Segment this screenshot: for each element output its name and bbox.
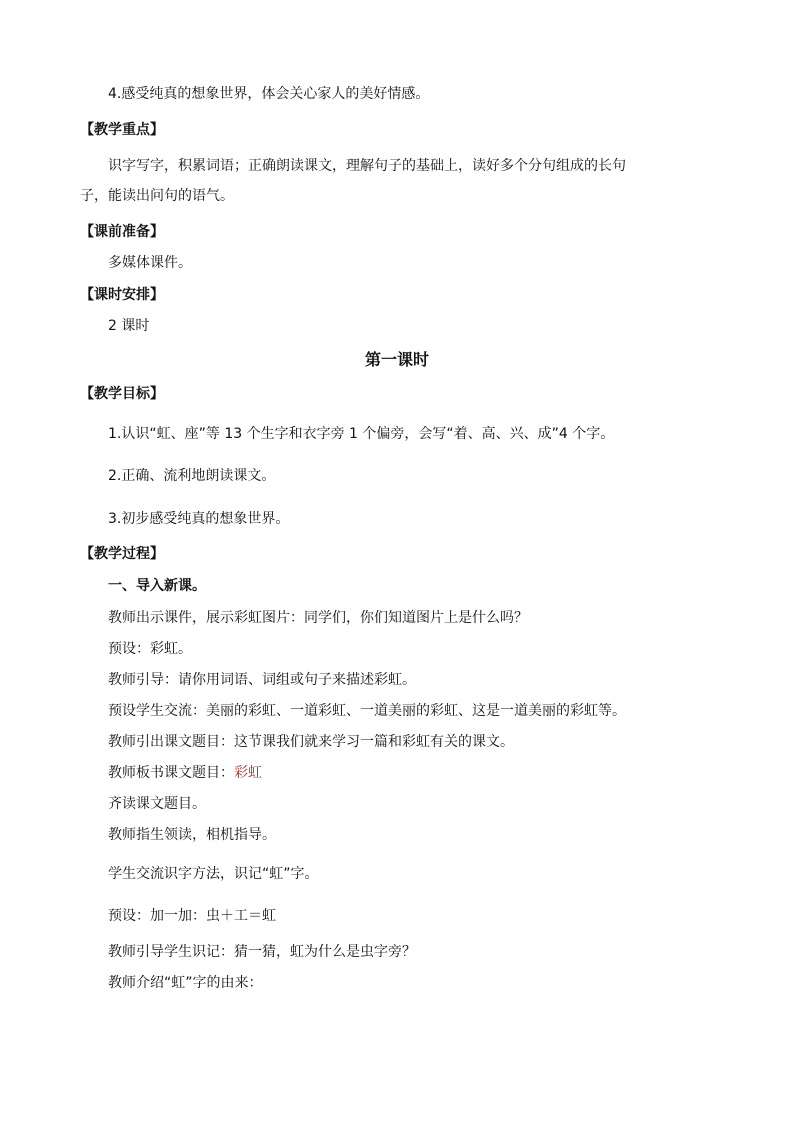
prep-text: 多媒体课件。: [108, 255, 192, 271]
board-title-prefix: 教师板书课文题目：: [108, 765, 234, 781]
process-line: 教师引导学生识记：猜一猜，虹为什么是虫字旁？: [108, 944, 416, 960]
process-line: 预设：加一加：虫＋工＝虹: [108, 908, 276, 924]
process-line: 教师出示课件，展示彩虹图片：同学们，你们知道图片上是什么吗？: [108, 610, 528, 626]
step-1-heading: 一、导入新课。: [108, 578, 206, 594]
goal-item: 1.认识“虹、座”等 13 个生字和衣字旁 1 个偏旁，会写“着、高、兴、成”4 个字。: [108, 426, 615, 442]
board-title-word: 彩虹: [234, 765, 262, 781]
key-points-line-2: 子，能读出问句的语气。: [80, 188, 234, 204]
goals-heading: 【教学目标】: [80, 386, 164, 402]
lesson-title: 第一课时: [364, 350, 429, 369]
process-line: 齐读课文题目。: [108, 796, 206, 812]
prep-heading: 【课前准备】: [80, 224, 164, 240]
goal-item: 3.初步感受纯真的想象世界。: [108, 511, 290, 527]
key-points-heading: 【教学重点】: [80, 122, 164, 138]
process-line: 预设学生交流：美丽的彩虹、一道彩虹、一道美丽的彩虹、这是一道美丽的彩虹等。: [108, 703, 626, 719]
process-line: 学生交流识字方法，识记“虹”字。: [108, 866, 319, 882]
schedule-heading: 【课时安排】: [80, 287, 164, 303]
process-line: 教师引导：请你用词语、词组或句子来描述彩虹。: [108, 672, 416, 688]
key-points-line-1: 识字写字，积累词语；正确朗读课文，理解句子的基础上，读好多个分句组成的长句: [108, 158, 626, 174]
schedule-text: 2 课时: [108, 318, 150, 334]
process-line: 预设：彩虹。: [108, 641, 192, 657]
board-title-line: [108, 763, 262, 783]
process-heading: 【教学过程】: [80, 546, 164, 562]
process-line: 教师指生领读，相机指导。: [108, 827, 276, 843]
process-line: 教师介绍“虹”字的由来：: [108, 975, 263, 991]
goal-item: 2.正确、流利地朗读课文。: [108, 468, 276, 484]
goal-item-4: 4.感受纯真的想象世界，体会关心家人的美好情感。: [108, 86, 430, 102]
process-line: 教师引出课文题目：这节课我们就来学习一篇和彩虹有关的课文。: [108, 734, 514, 750]
